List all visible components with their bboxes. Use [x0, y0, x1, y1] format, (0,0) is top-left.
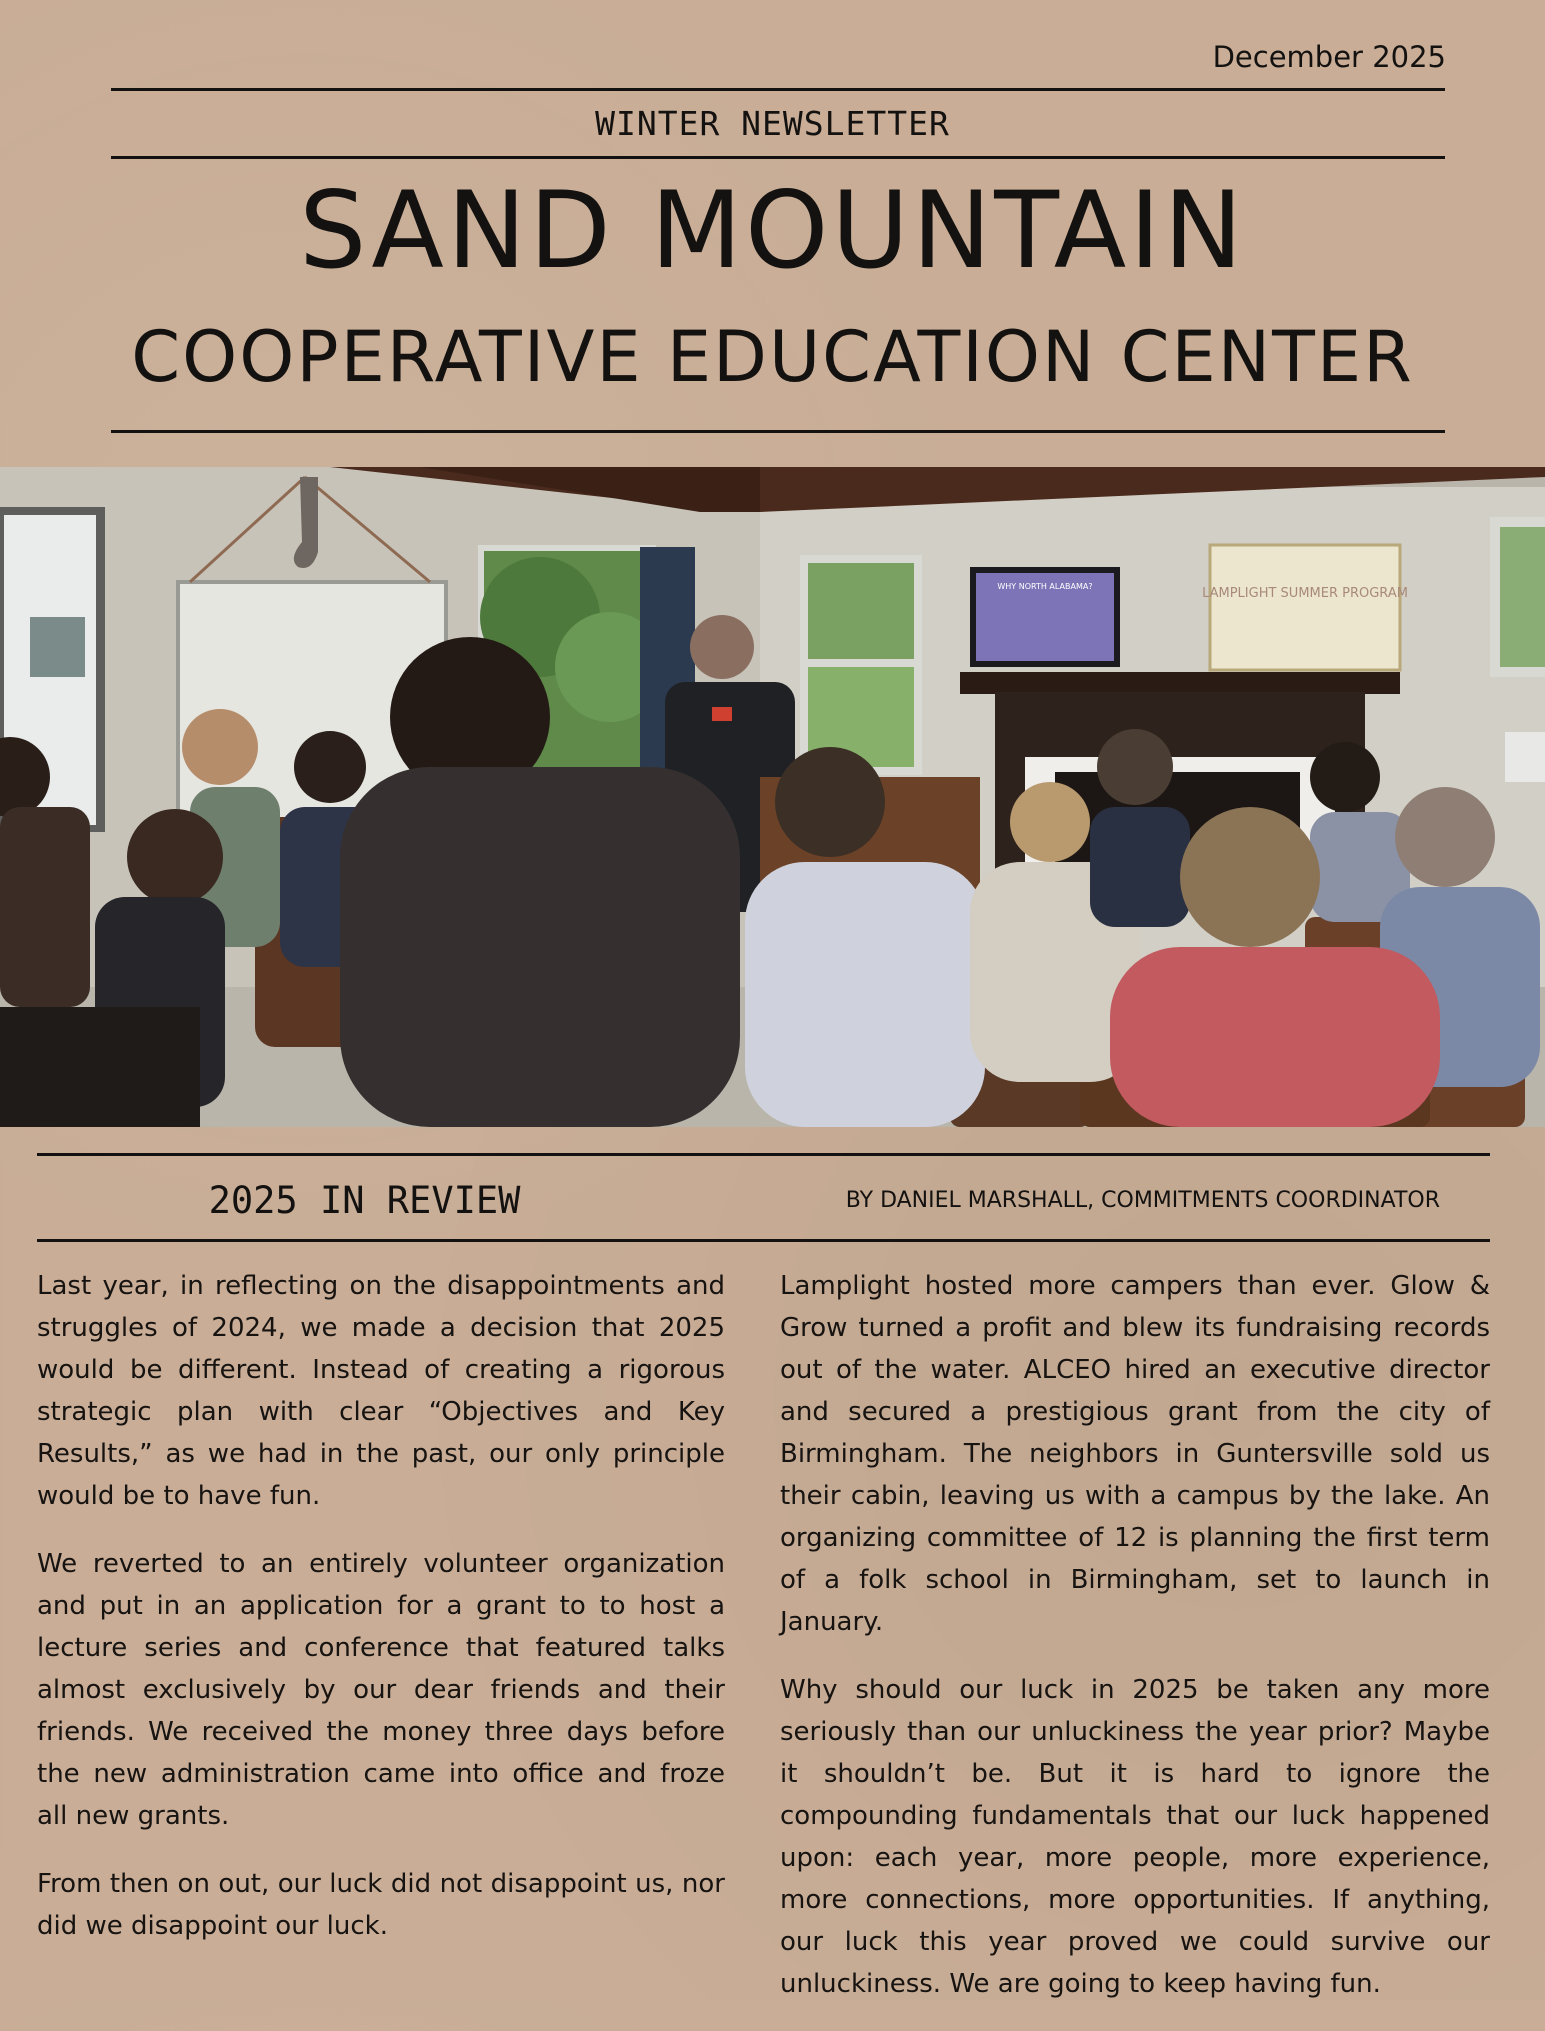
article-paragraph: From then on out, our luck did not disappoint us, nor did we disappoint our luck. [37, 1869, 725, 1941]
tv-slide-text: WHY NORTH ALABAMA? [997, 582, 1093, 591]
section-title: 2025 IN REVIEW [208, 1179, 521, 1222]
issue-date: December 2025 [1212, 40, 1446, 74]
camp-sign-text: LAMPLIGHT SUMMER PROGRAM [1202, 586, 1408, 601]
masthead-subtitle: COOPERATIVE EDUCATION CENTER [131, 316, 1414, 398]
article-rule-bottom [37, 1239, 1490, 1242]
article-paragraph: Last year, in reflecting on the disappointments and struggles of 2024, we made a decision that 2025 would be different. Instead of creating a rigorous strategic plan with clear “Objectives and Key Results,” as we had in the past, our only principle would be to have fun. [37, 1271, 725, 1511]
article-paragraph: Lamplight hosted more campers than ever. Glow & Grow turned a profit and blew its fundraising records out of the water. ALCEO hired an executive director and secured a prestigious grant from the city of Birmingham. The neighbors in Guntersville sold us their cabin, leaving us with a campus by the lake. An organizing committee of 12 is planning the first term of a folk school in Birmingham, set to launch in January. [780, 1271, 1490, 1637]
header-rule-bottom [111, 430, 1445, 433]
newsletter-kicker: WINTER NEWSLETTER [595, 104, 950, 143]
classroom-photo [0, 467, 1545, 1127]
article-column-right [780, 1265, 1490, 2031]
article-column-left [37, 1265, 725, 1973]
article-paragraph: We reverted to an entirely volunteer organization and put in an application for a grant to to host a lecture series and conference that featured talks almost exclusively by our dear friends and their friends. We received the money three days before the new administration came into office and froze all new grants. [37, 1549, 725, 1831]
article-paragraph: Why should our luck in 2025 be taken any more seriously than our unluckiness the year prior? Maybe it shouldn’t be. But it is hard to ignore the compounding fundamentals that our luck happened upon: each year, more people, more experience, more connections, more opportunities. If anything, our luck this year proved we could survive our unluckiness. We are going to keep having fun. [780, 1675, 1490, 1999]
header-rule-top [111, 88, 1445, 91]
article-rule-top [37, 1153, 1490, 1156]
header-rule-middle [111, 156, 1445, 159]
article-byline: BY DANIEL MARSHALL, COMMITMENTS COORDINATOR [845, 1188, 1440, 1213]
masthead-title: SAND MOUNTAIN [299, 169, 1246, 292]
